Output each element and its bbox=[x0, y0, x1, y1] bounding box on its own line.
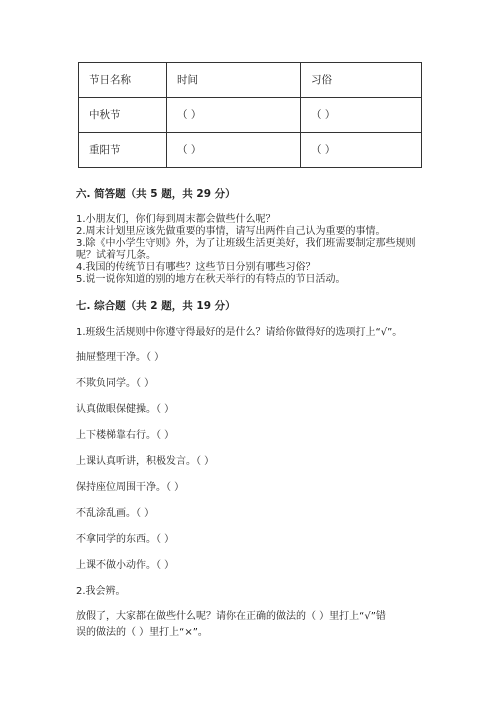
question-7-2-text-1: 放假了，大家都在做些什么呢？请你在正确的做法的（ ）里打上“√”错 bbox=[76, 611, 386, 622]
question-7-2-text-2: 误的做法的（ ）里打上“×”。 bbox=[76, 627, 208, 638]
table-header-row bbox=[79, 63, 422, 98]
section-7-title: 七. 综合题（共 2 题，共 19 分） bbox=[76, 300, 236, 312]
row-custom-blank[interactable]: （ ） bbox=[301, 98, 422, 133]
question-6-2: 2.周末计划里应该先做重要的事情，请写出两件自己认为重要的事情。 bbox=[76, 226, 386, 237]
option-item[interactable]: 不欺负同学。（ ） bbox=[76, 378, 155, 389]
question-7-1: 1.班级生活规则中你遵守得最好的是什么？请给你做得好的选项打上“√”。 bbox=[76, 327, 403, 338]
question-7-2: 2.我会辨。 bbox=[76, 586, 126, 597]
question-6-4: 4.我国的传统节日有哪些？这些节日分别有哪些习俗？ bbox=[76, 262, 316, 273]
row-time-blank[interactable]: （ ） bbox=[167, 98, 301, 133]
row-time-blank[interactable]: （ ） bbox=[167, 133, 301, 168]
option-item[interactable]: 保持座位周围干净。（ ） bbox=[76, 482, 185, 493]
option-item[interactable]: 不拿同学的东西。（ ） bbox=[76, 534, 175, 545]
header-time: 时间 bbox=[167, 63, 301, 98]
table-row bbox=[79, 98, 422, 133]
option-item[interactable]: 上课认真听讲，积极发言。（ ） bbox=[76, 456, 215, 467]
row-holiday-name: 中秋节 bbox=[79, 98, 167, 133]
header-holiday-name: 节日名称 bbox=[79, 63, 167, 98]
option-item[interactable]: 抽屉整理干净。（ ） bbox=[76, 352, 165, 363]
question-6-3-cont: 呢？试着写几条。 bbox=[76, 250, 156, 261]
question-6-5: 5.说一说你知道的别的地方在秋天举行的有特点的节日活动。 bbox=[76, 274, 346, 285]
holiday-table bbox=[78, 62, 422, 168]
option-item[interactable]: 上课不做小动作。（ ） bbox=[76, 560, 175, 571]
question-6-3: 3.除《中小学生守则》外，为了让班级生活更美好，我们班需要制定那些规则 bbox=[76, 238, 416, 249]
table-row bbox=[79, 133, 422, 168]
option-item[interactable]: 不乱涂乱画。（ ） bbox=[76, 508, 155, 519]
row-custom-blank[interactable]: （ ） bbox=[301, 133, 422, 168]
section-6-title: 六. 简答题（共 5 题，共 29 分） bbox=[76, 188, 236, 200]
option-item[interactable]: 认真做眼保健操。（ ） bbox=[76, 404, 175, 415]
option-item[interactable]: 上下楼梯靠右行。（ ） bbox=[76, 430, 175, 441]
question-6-1: 1.小朋友们，你们每到周末都会做些什么呢？ bbox=[76, 214, 276, 225]
row-holiday-name: 重阳节 bbox=[79, 133, 167, 168]
header-custom: 习俗 bbox=[301, 63, 422, 98]
